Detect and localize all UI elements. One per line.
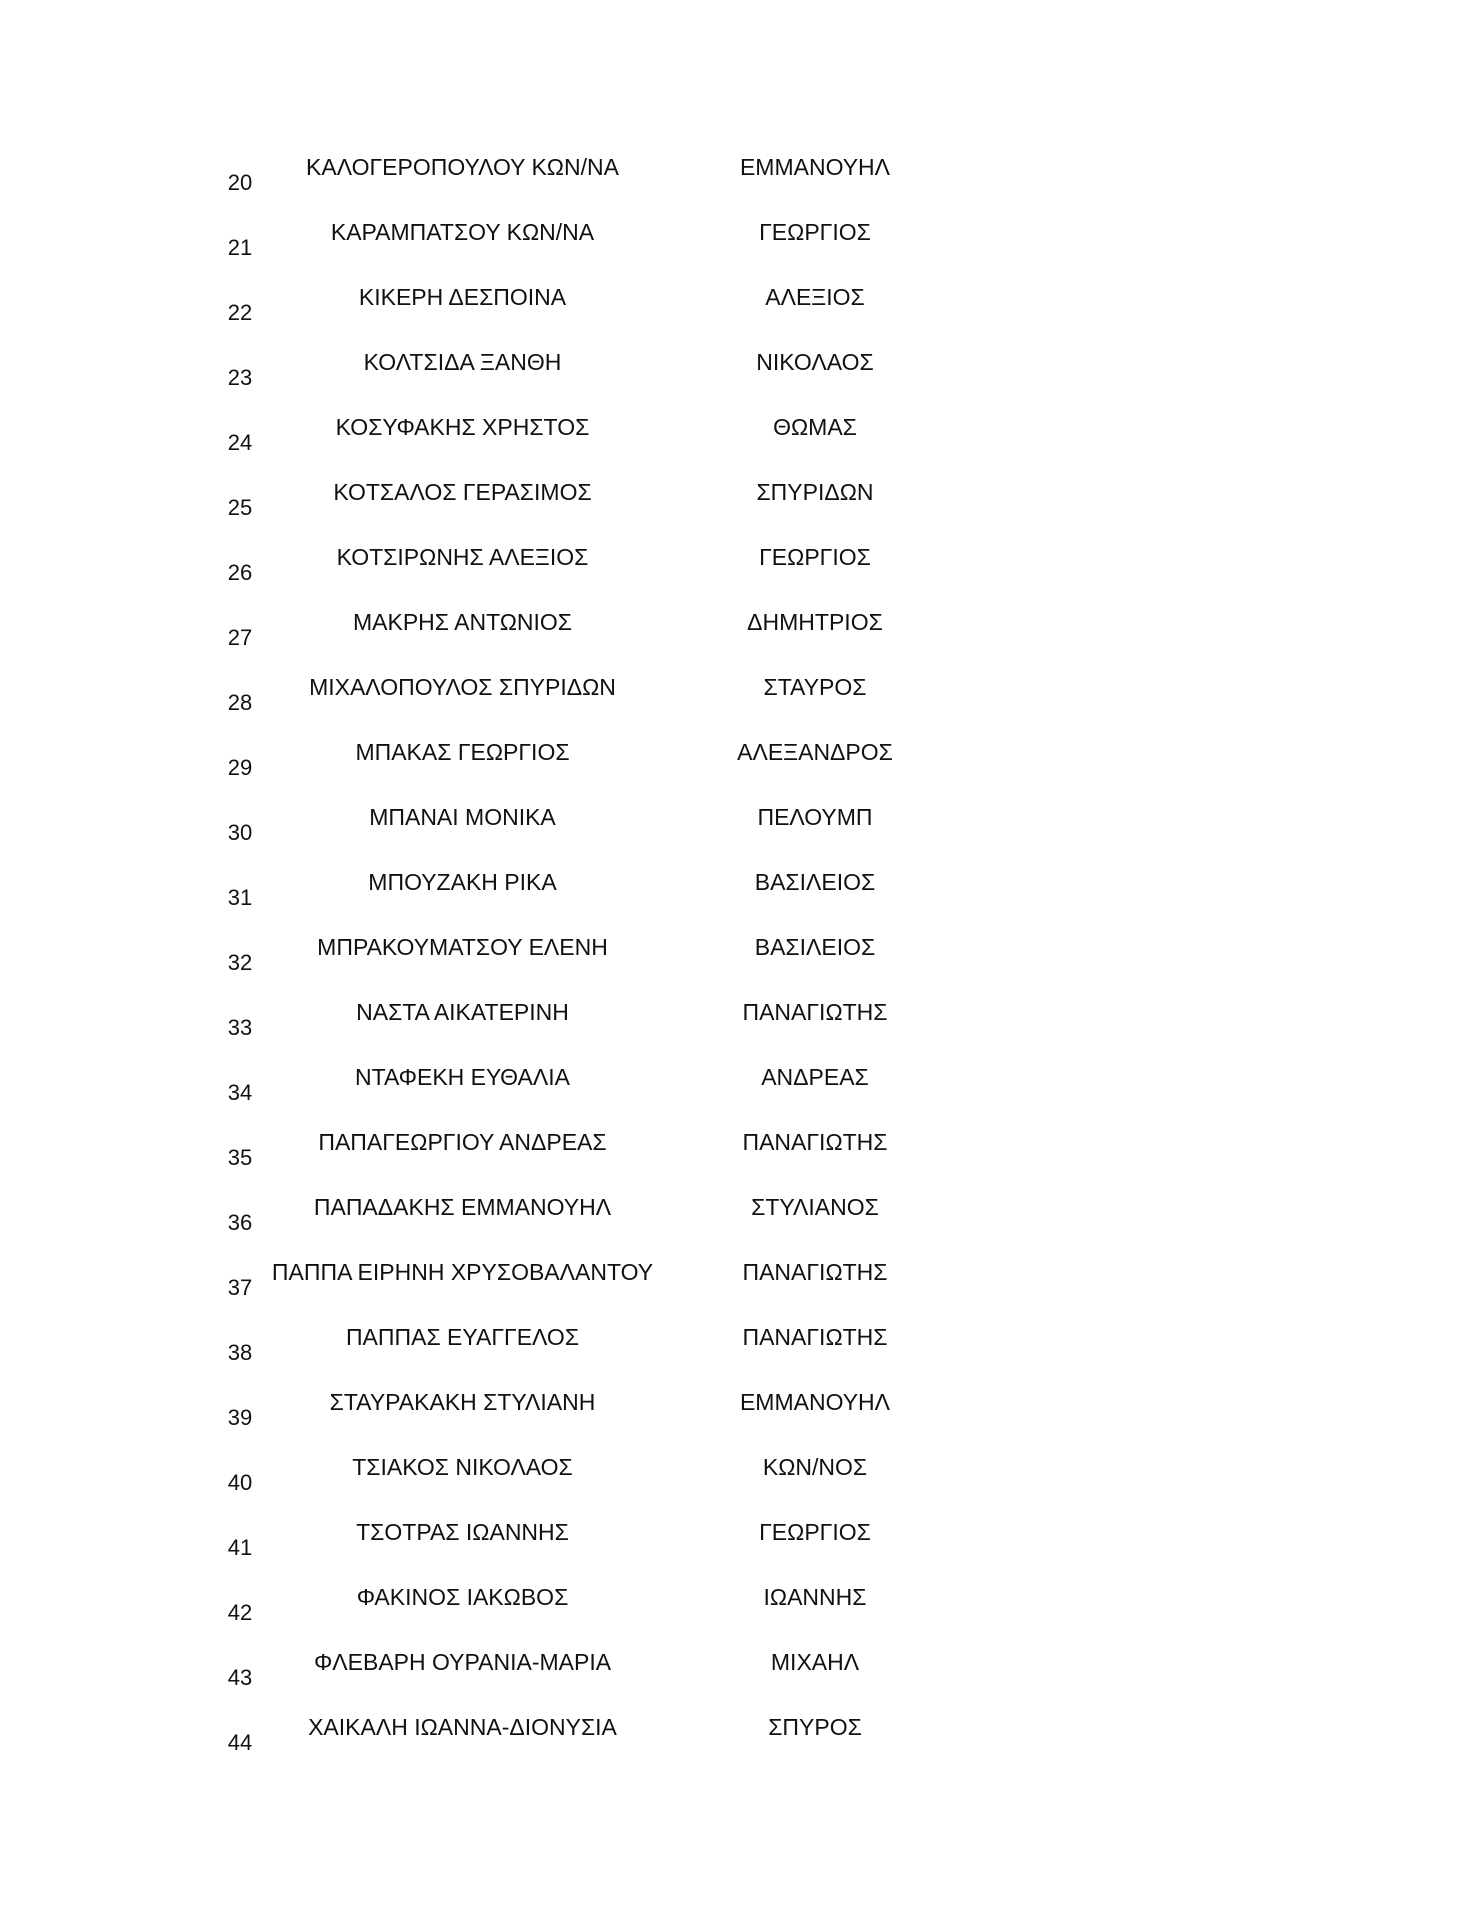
list-row — [0, 269, 1484, 334]
list-row — [0, 529, 1484, 594]
father-name: ΝΙΚΟΛΑΟΣ — [756, 349, 874, 375]
row-number: 20 — [227, 170, 253, 195]
father-name: ΙΩΑΝΝΗΣ — [763, 1584, 867, 1610]
father-name: ΚΩΝ/ΝΟΣ — [762, 1454, 868, 1480]
father-name: ΠΑΝΑΓΙΩΤΗΣ — [742, 1129, 888, 1155]
father-name: ΔΗΜΗΤΡΙΟΣ — [747, 609, 883, 635]
father-name: ΜΙΧΑΗΛ — [770, 1649, 860, 1675]
list-row — [0, 659, 1484, 724]
list-row — [0, 1309, 1484, 1374]
father-name: ΣΤΥΛΙΑΝΟΣ — [751, 1194, 879, 1220]
father-name: ΣΠΥΡΙΔΩΝ — [756, 479, 874, 505]
person-name: ΤΣΙΑΚΟΣ ΝΙΚΟΛΑΟΣ — [352, 1454, 573, 1480]
row-number: 37 — [227, 1275, 253, 1300]
father-name: ΕΜΜΑΝΟΥΗΛ — [739, 154, 891, 180]
person-name: ΝΑΣΤΑ ΑΙΚΑΤΕΡΙΝΗ — [356, 999, 569, 1025]
row-number: 33 — [227, 1015, 253, 1040]
list-row — [0, 399, 1484, 464]
person-name: ΠΑΠΠΑΣ ΕΥΑΓΓΕΛΟΣ — [345, 1324, 580, 1350]
father-name: ΣΠΥΡΟΣ — [768, 1714, 862, 1740]
father-name: ΓΕΩΡΓΙΟΣ — [759, 219, 871, 245]
list-row — [0, 1179, 1484, 1244]
person-name: ΤΣΟΤΡΑΣ ΙΩΑΝΝΗΣ — [356, 1519, 569, 1545]
person-name: ΝΤΑΦΕΚΗ ΕΥΘΑΛΙΑ — [355, 1064, 570, 1090]
list-row — [0, 1049, 1484, 1114]
person-name: ΚΑΛΟΓΕΡΟΠΟΥΛΟΥ ΚΩΝ/ΝΑ — [306, 154, 619, 180]
father-name: ΑΛΕΞΑΝΔΡΟΣ — [737, 739, 893, 765]
row-number: 42 — [227, 1600, 253, 1625]
father-name: ΠΕΛΟΥΜΠ — [757, 804, 873, 830]
father-name: ΒΑΣΙΛΕΙΟΣ — [754, 869, 876, 895]
list-row — [0, 1634, 1484, 1699]
row-number: 23 — [227, 365, 253, 390]
father-name: ΑΝΔΡΕΑΣ — [761, 1064, 869, 1090]
person-name: ΠΑΠΠΑ ΕΙΡΗΝΗ ΧΡΥΣΟΒΑΛΑΝΤΟΥ — [271, 1259, 654, 1285]
list-row — [0, 854, 1484, 919]
person-name: ΜΠΟΥΖΑΚΗ ΡΙΚΑ — [368, 869, 557, 895]
row-number: 25 — [227, 495, 253, 520]
row-number: 39 — [227, 1405, 253, 1430]
father-name: ΑΛΕΞΙΟΣ — [765, 284, 865, 310]
row-number: 24 — [227, 430, 253, 455]
person-name: ΧΑΙΚΑΛΗ ΙΩΑΝΝΑ-ΔΙΟΝΥΣΙΑ — [308, 1714, 617, 1740]
person-name: ΦΑΚΙΝΟΣ ΙΑΚΩΒΟΣ — [356, 1584, 569, 1610]
row-number: 41 — [227, 1535, 253, 1560]
father-name: ΠΑΝΑΓΙΩΤΗΣ — [742, 1259, 888, 1285]
row-number: 22 — [227, 300, 253, 325]
person-name: ΠΑΠΑΓΕΩΡΓΙΟΥ ΑΝΔΡΕΑΣ — [318, 1129, 607, 1155]
row-number: 34 — [227, 1080, 253, 1105]
person-name: ΜΙΧΑΛΟΠΟΥΛΟΣ ΣΠΥΡΙΔΩΝ — [309, 674, 616, 700]
list-row — [0, 334, 1484, 399]
person-name: ΜΠΑΝΑΙ ΜΟΝΙΚΑ — [369, 804, 556, 830]
person-name: ΠΑΠΑΔΑΚΗΣ ΕΜΜΑΝΟΥΗΛ — [313, 1194, 612, 1220]
person-name: ΚΟΤΣΑΛΟΣ ΓΕΡΑΣΙΜΟΣ — [333, 479, 592, 505]
father-name: ΣΤΑΥΡΟΣ — [763, 674, 867, 700]
row-number: 26 — [227, 560, 253, 585]
person-name: ΦΛΕΒΑΡΗ ΟΥΡΑΝΙΑ-ΜΑΡΙΑ — [313, 1649, 612, 1675]
list-row — [0, 464, 1484, 529]
father-name: ΘΩΜΑΣ — [773, 414, 857, 440]
row-number: 27 — [227, 625, 253, 650]
row-number: 21 — [227, 235, 253, 260]
list-row — [0, 1504, 1484, 1569]
list-row — [0, 724, 1484, 789]
list-row — [0, 1699, 1484, 1764]
list-row — [0, 1244, 1484, 1309]
father-name: ΠΑΝΑΓΙΩΤΗΣ — [742, 1324, 888, 1350]
row-number: 28 — [227, 690, 253, 715]
list-row — [0, 1439, 1484, 1504]
list-row — [0, 789, 1484, 854]
row-number: 30 — [227, 820, 253, 845]
list-row — [0, 919, 1484, 984]
list-row — [0, 204, 1484, 269]
person-name: ΜΠΡΑΚΟΥΜΑΤΣΟΥ ΕΛΕΝΗ — [317, 934, 608, 960]
list-row — [0, 594, 1484, 659]
list-row — [0, 1374, 1484, 1439]
list-row — [0, 1114, 1484, 1179]
person-name: ΣΤΑΥΡΑΚΑΚΗ ΣΤΥΛΙΑΝΗ — [329, 1389, 596, 1415]
person-name: ΚΟΣΥΦΑΚΗΣ ΧΡΗΣΤΟΣ — [335, 414, 590, 440]
list-row — [0, 1569, 1484, 1634]
row-number: 29 — [227, 755, 253, 780]
row-number: 43 — [227, 1665, 253, 1690]
father-name: ΕΜΜΑΝΟΥΗΛ — [739, 1389, 891, 1415]
row-number: 36 — [227, 1210, 253, 1235]
row-number: 32 — [227, 950, 253, 975]
row-number: 31 — [227, 885, 253, 910]
person-name: ΚΙΚΕΡΗ ΔΕΣΠΟΙΝΑ — [358, 284, 567, 310]
row-number: 38 — [227, 1340, 253, 1365]
father-name: ΓΕΩΡΓΙΟΣ — [759, 544, 871, 570]
list-row — [0, 984, 1484, 1049]
person-name: ΚΟΤΣΙΡΩΝΗΣ ΑΛΕΞΙΟΣ — [336, 544, 589, 570]
row-number: 40 — [227, 1470, 253, 1495]
person-name: ΜΠΑΚΑΣ ΓΕΩΡΓΙΟΣ — [355, 739, 570, 765]
father-name: ΒΑΣΙΛΕΙΟΣ — [754, 934, 876, 960]
row-number: 35 — [227, 1145, 253, 1170]
father-name: ΠΑΝΑΓΙΩΤΗΣ — [742, 999, 888, 1025]
list-row — [0, 139, 1484, 204]
father-name: ΓΕΩΡΓΙΟΣ — [759, 1519, 871, 1545]
person-name: ΚΟΛΤΣΙΔΑ ΞΑΝΘΗ — [363, 349, 562, 375]
row-number: 44 — [227, 1730, 253, 1755]
person-name: ΜΑΚΡΗΣ ΑΝΤΩΝΙΟΣ — [352, 609, 573, 635]
person-name: ΚΑΡΑΜΠΑΤΣΟΥ ΚΩΝ/ΝΑ — [330, 219, 595, 245]
